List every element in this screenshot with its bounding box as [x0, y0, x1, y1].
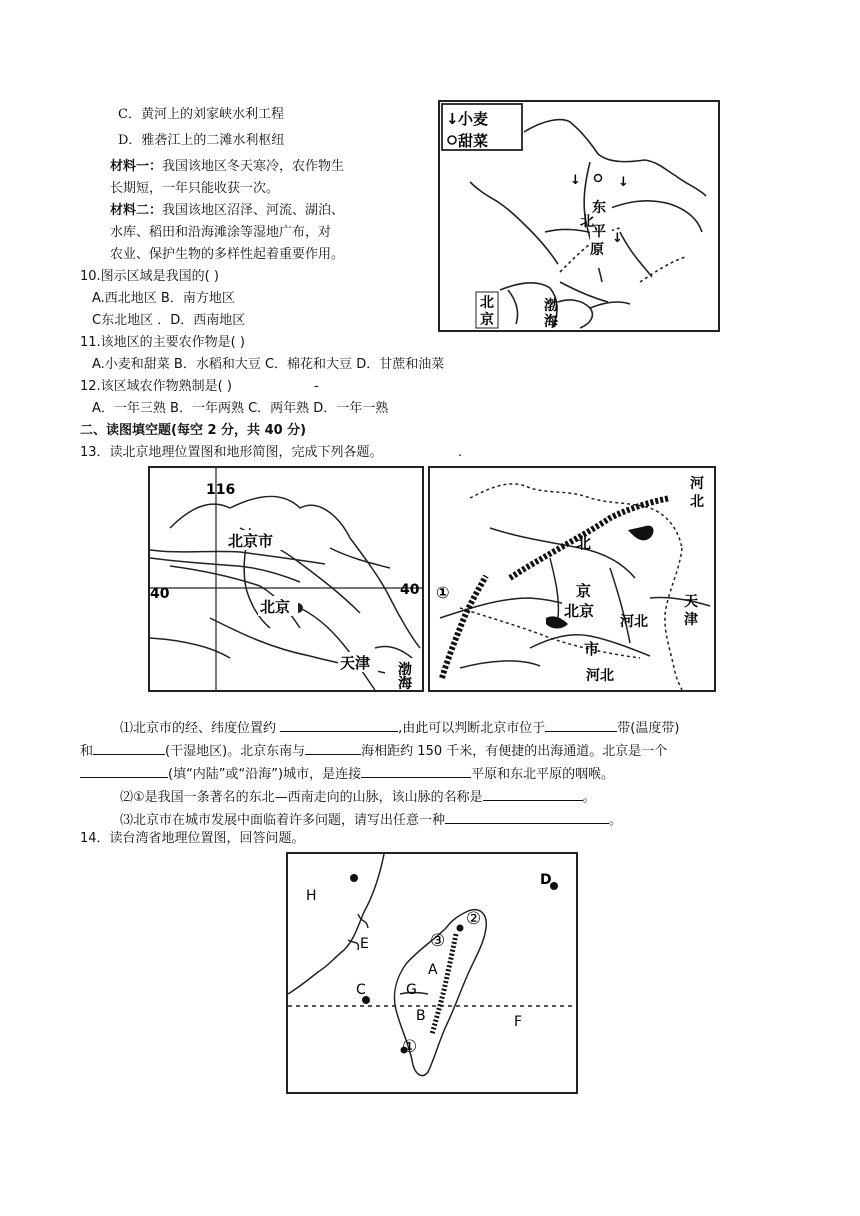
q12-dash: - [314, 379, 319, 394]
q13-part2: ⑵①是我国一条著名的东北—西南走向的山脉，该山脉的名称是 。 [120, 787, 596, 807]
answer-blank-coordinates[interactable] [280, 718, 398, 732]
label-H: H [306, 888, 317, 904]
q12-options: A．一年三熟 B．一年两熟 C．两年熟 D．一年一熟 [92, 401, 389, 416]
label-A: A [428, 962, 438, 978]
legend-wheat: 小麦 [458, 110, 489, 128]
answer-blank-plain[interactable] [361, 764, 471, 778]
q13-part1-line1: ⑴北京市的经、纬度位置约 ,由此可以判断北京市位于 带(温度带) [120, 718, 679, 738]
material-2-text-1: 我国该地区沼泽、河流、湖泊、 [162, 203, 345, 218]
marker-1: ① [402, 1037, 418, 1057]
material-2-label: 材料二： [110, 203, 163, 218]
label-C: C [356, 982, 366, 998]
jing-label: 京 [576, 582, 592, 600]
label-B: B [416, 1008, 426, 1024]
q11-options: A.小麦和甜菜 B．水稻和大豆 C．棉花和大豆 D．甘蔗和油菜 [92, 357, 445, 372]
label-ping: 平 [592, 224, 606, 240]
beijing-terrain-map [428, 466, 716, 692]
bei-label: 北 [576, 534, 592, 552]
section-2-heading: 二、读图填空题(每空 2 分，共 40 分) [80, 423, 307, 438]
wheat-icon: ↓ [618, 175, 629, 190]
q10-options-ab: A.西北地区 B．南方地区 [92, 291, 235, 306]
q13-part1-line3: (填“内陆”或“沿海”)城市，是连接 平原和东北平原的咽喉。 [80, 764, 614, 784]
northeast-china-map [438, 100, 720, 332]
label-dong: 东 [592, 200, 606, 216]
wheat-icon: ↓ [612, 231, 623, 246]
material-2-line-2: 水库、稻田和沿海滩涂等湿地广布，对 [110, 225, 332, 240]
label-D: D [540, 872, 552, 888]
tianjin-label: 天津 [340, 654, 371, 672]
bohai-label-1: 渤 [398, 662, 412, 678]
label-E: E [360, 936, 369, 952]
tianjin-label-2: 津 [684, 612, 698, 628]
label-G: G [406, 982, 417, 998]
mountain-marker-1: ① [436, 583, 450, 602]
beijing-location-map [148, 466, 424, 692]
answer-blank-inland-coastal[interactable] [80, 764, 168, 778]
shi-label: 市 [584, 640, 600, 658]
q13-dot: . [458, 445, 463, 460]
wheat-icon: ↓ [570, 173, 581, 188]
answer-blank-mountain-name[interactable] [483, 787, 583, 801]
q14-stem: 14．读台湾省地理位置图，回答问题。 [80, 831, 305, 846]
taiwan-location-map [286, 852, 578, 1094]
q9-option-c: C．黄河上的刘家峡水利工程 [118, 107, 284, 122]
latitude-right-label: 40 [400, 582, 420, 598]
beet-icon [448, 136, 456, 144]
latitude-left-label: 40 [150, 586, 170, 602]
hebei-bottom-label: 河北 [586, 668, 614, 684]
material-2-line-1 [110, 202, 344, 220]
label-bohai-2: 海 [544, 314, 558, 330]
material-1-line-1 [110, 158, 344, 176]
q10-options-cd: C东北地区 ．D．西南地区 [92, 313, 246, 328]
material-1-text-1: 我国该地区冬天寒冷，农作物生 [162, 159, 345, 174]
q13-part1-line2: 和 (干湿地区)。北京东南与 海相距约 150 千米，有便捷的出海通道。北京是一个 [80, 741, 667, 761]
marker-2: ② [466, 909, 482, 929]
marker-3: ③ [430, 931, 446, 951]
label-yuan: 原 [590, 242, 604, 258]
wheat-icon: ↓ [446, 110, 459, 128]
bohai-label-2: 海 [398, 676, 412, 690]
label-beijing-2: 京 [480, 312, 494, 328]
beijing-label: 北京 [260, 598, 291, 616]
label-bohai-1: 渤 [544, 298, 558, 314]
answer-blank-temperature-zone[interactable] [545, 718, 617, 732]
q13-stem: 13．读北京地理位置图和地形简图，完成下列各题。 [80, 445, 383, 460]
label-beijing-1: 北 [480, 295, 494, 311]
beijing-terrain-label: 北京 [564, 602, 595, 620]
label-bei: 北 [580, 214, 594, 230]
material-1-label: 材料一： [110, 159, 163, 174]
hebei-mid-label: 河北 [620, 614, 648, 630]
hebei-top-label-2: 北 [690, 494, 704, 510]
answer-blank-sea[interactable] [305, 741, 361, 755]
longitude-label: 116 [206, 482, 236, 498]
hebei-top-label-1: 河 [690, 476, 704, 492]
material-1-line-2: 长期短，一年只能收获一次。 [110, 181, 280, 196]
q13-part3: ⑶北京市在城市发展中面临着许多问题，请写出任意一种 。 [120, 810, 622, 830]
answer-blank-humidity-zone[interactable] [93, 741, 165, 755]
material-2-line-3: 农业、保护生物的多样性起着重要作用。 [110, 247, 345, 262]
answer-blank-city-problem[interactable] [445, 810, 609, 824]
q12-stem: 12.该区域农作物熟制是( ) [80, 379, 232, 394]
legend-beet: 甜菜 [458, 132, 489, 150]
label-F: F [514, 1014, 523, 1030]
tianjin-label-1: 天 [684, 594, 698, 610]
q11-stem: 11.该地区的主要农作物是( ) [80, 335, 245, 350]
beet-icon [595, 175, 602, 182]
q9-option-d: D．雅砻江上的二滩水利枢纽 [118, 133, 285, 148]
beijing-city-label: 北京市 [228, 532, 274, 550]
q10-stem: 10.图示区域是我国的( ) [80, 269, 219, 284]
